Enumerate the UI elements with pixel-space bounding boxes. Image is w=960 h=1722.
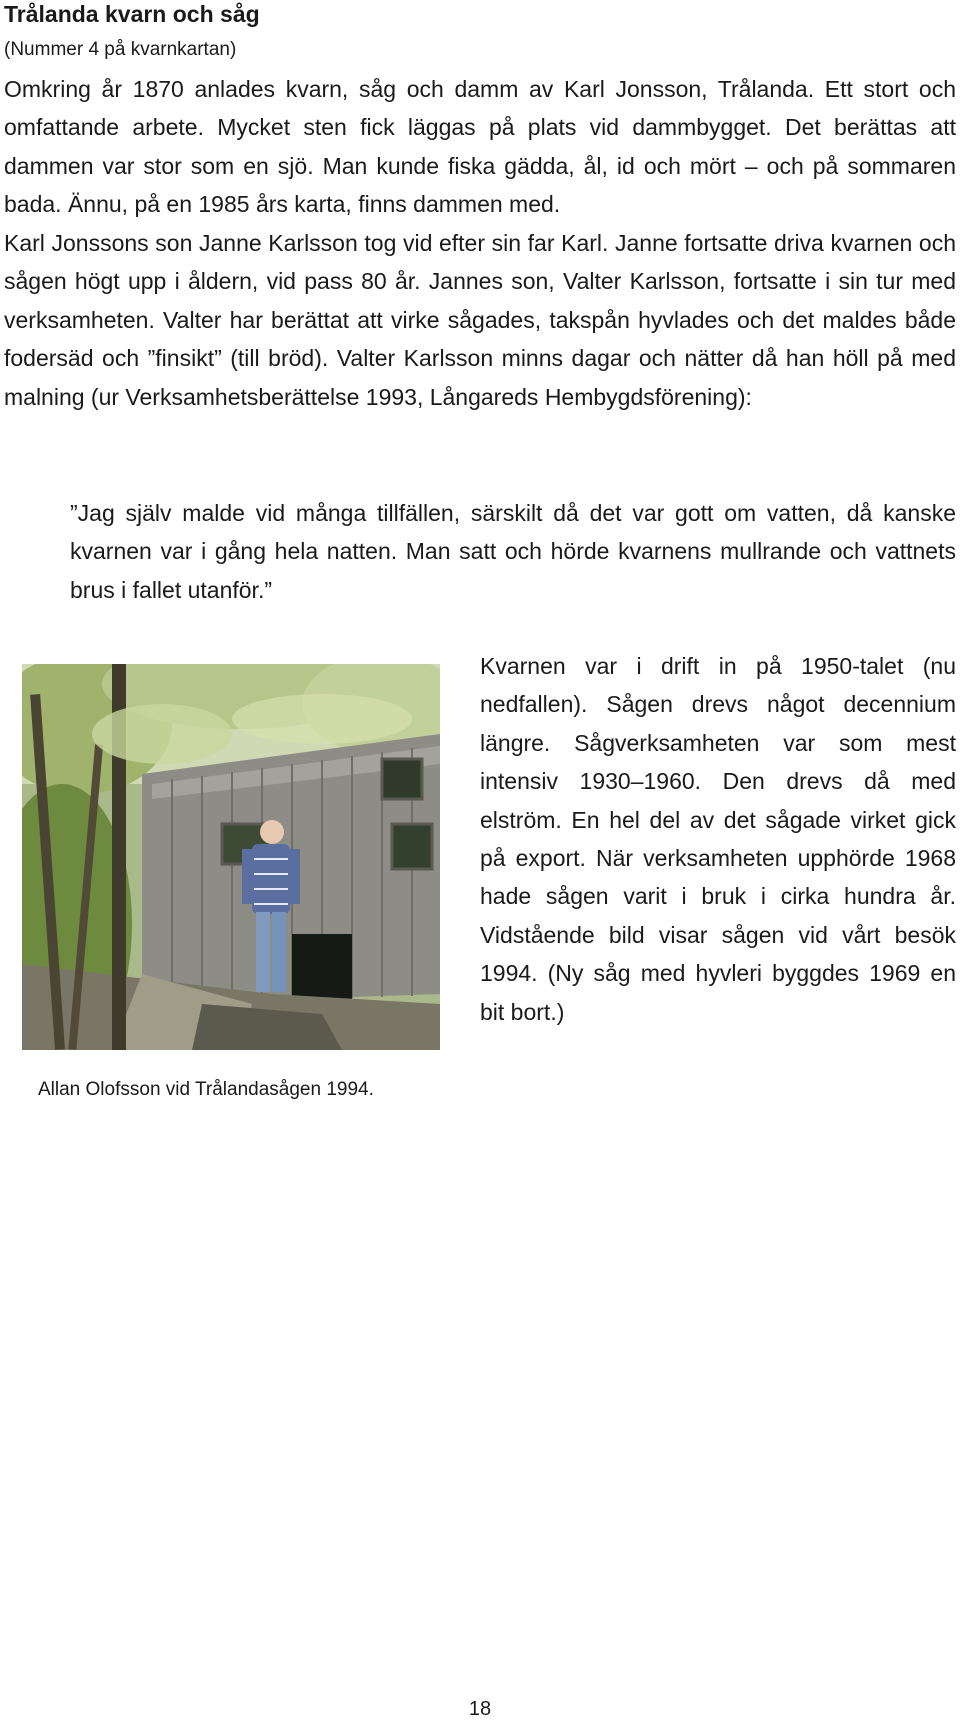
paragraph-family: Karl Jonssons son Janne Karlsson tog vid efter sin far Karl. Janne fortsatte driva kvarnen och sågen högt upp i åldern, vid pass 80 år. Jannes son, Valter Karlsson, fortsatte i sin tur med verksamheten. Valter har berättat att virke sågades, takspån hyvlades och det maldes både fodersäd och ”finsikt” (till bröd). Valter Karlsson minns dagar och nätter då han höll på med malning (ur Verksamhetsberättelse 1993, Långareds Hembygdsförening): (4, 230, 956, 410)
block-quote: ”Jag själv malde vid många tillfällen, särskilt då det var gott om vatten, då kanske kvarnen var i gång hela natten. Man satt och hörde kvarnens mullrande och vattnets brus i fallet utanför.” (70, 500, 956, 603)
page-subtitle: (Nummer 4 på kvarnkartan) (4, 39, 237, 60)
side-paragraph: Kvarnen var i drift in på 1950-talet (nu nedfallen). Sågen drevs något decennium längre. Sågverksamheten var som mest intensiv 1930–1960. Den drevs då med elström. En hel del av det sågade virket gick på export. När verksamheten upphörde 1968 hade sågen varit i bruk i cirka hundra år. Vidstående bild visar sågen vid vårt besök 1994. (Ny såg med hyvleri byggdes 1969 en bit bort.) (480, 653, 956, 1025)
page-title: Trålanda kvarn och såg (4, 1, 260, 27)
sawmill-photo (22, 664, 440, 1050)
page-number: 18 (468, 1698, 492, 1720)
photo-caption: Allan Olofsson vid Trålandasågen 1994. (38, 1079, 374, 1100)
paragraph-history: Omkring år 1870 anlades kvarn, såg och damm av Karl Jonsson, Trålanda. Ett stort och omfattande arbete. Mycket sten fick läggas på plats vid dammbygget. Det berättas att dammen var stor som en sjö. Man kunde fiska gädda, ål, id och mört – och på sommaren bada. Ännu, på en 1985 års karta, finns dammen med. (4, 76, 956, 218)
